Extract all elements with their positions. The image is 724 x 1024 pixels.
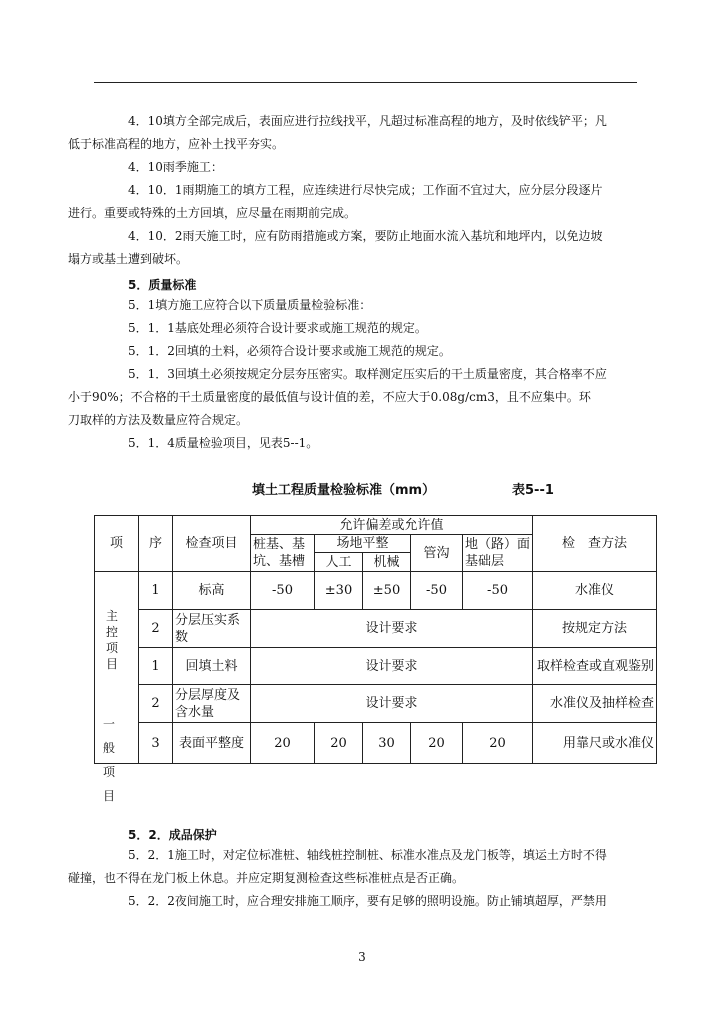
table-number: 表5--1: [512, 483, 554, 498]
main-control-label: 主控项目: [106, 609, 119, 671]
cell-method: 水准仪及抽样检查: [533, 685, 657, 723]
header-seq: 序: [139, 516, 173, 572]
table-row: [95, 572, 657, 610]
header-rule: [94, 82, 637, 83]
cell-pile: 20: [251, 723, 315, 764]
page-number: 3: [358, 950, 366, 964]
heading-quality-standard: 5．质量标准: [128, 278, 197, 292]
cell-seq: 2: [139, 685, 173, 723]
header-site-leveling: 场地平整: [315, 535, 411, 553]
paragraph-5-2-1: 5．2．1施工时，对定位标准桩、轴线桩控制桩、标准水准点及龙门板等，填运土方时不得 碰撞，也不得在龙门板上休息。并应定期复测检查这些标准桩点是否正确。: [68, 848, 607, 885]
header-method: 检 查方法: [533, 516, 657, 572]
cell-method: 水准仪: [533, 572, 657, 610]
cell-road: -50: [463, 572, 533, 610]
heading-product-protection: 5．2．成品保护: [128, 828, 217, 842]
cell-item: 分层压实系数: [173, 610, 251, 648]
cell-manual: 20: [315, 723, 363, 764]
header-machine: 机械: [363, 553, 411, 572]
cell-road: 20: [463, 723, 533, 764]
header-item: 项: [95, 516, 139, 572]
quality-inspection-table: [94, 515, 657, 764]
header-check-item: 检查项目: [173, 516, 251, 572]
cell-method: 按规定方法: [533, 610, 657, 648]
cell-method: 用靠尺或水准仪: [533, 723, 657, 764]
table-row: [95, 610, 657, 648]
cell-pipe: 20: [411, 723, 463, 764]
header-allowed-deviation: 允许偏差或允许值: [251, 516, 533, 535]
cell-item: 分层厚度及含水量: [173, 685, 251, 723]
cell-machine: ±50: [363, 572, 411, 610]
cell-design-requirement: 设计要求: [251, 610, 533, 648]
cell-seq: 2: [139, 610, 173, 648]
header-manual: 人工: [315, 553, 363, 572]
header-road-base: 地（路）面基础层: [463, 535, 533, 572]
paragraph-5-1-3: 5．1．3回填土必须按规定分层夯压密实。取样测定压实后的干土质量密度，其合格率不应 小于90%；不合格的干土质量密度的最低值与设计值的差，不应大于0.08g/cm3，且不应集中。环 刀取样的方法及数量应符合规定。: [68, 367, 607, 427]
paragraph-4-10: 4．10填方全部完成后，表面应进行拉线找平，凡超过标准高程的地方，及时依线铲平；凡 低于标准高程的地方，应补土找平夯实。: [68, 114, 607, 151]
header-pile-pit: 桩基、基坑、基槽: [251, 535, 315, 572]
cell-design-requirement: 设计要求: [251, 648, 533, 685]
cell-method: 取样检查或直观鉴别: [533, 648, 657, 685]
cell-seq: 3: [139, 723, 173, 764]
cell-item: 回填土料: [173, 648, 251, 685]
cell-item: 表面平整度: [173, 723, 251, 764]
paragraph-4-10-2: 4．10．2雨天施工时，应有防雨措施或方案，要防止地面水流入基坑和地坪内，以免边坡 塌方或基土遭到破坏。: [68, 229, 603, 266]
table-title: 填土工程质量检验标准（mm）: [252, 483, 436, 498]
cell-seq: 1: [139, 648, 173, 685]
cell-pipe: -50: [411, 572, 463, 610]
table-row: [95, 723, 657, 764]
table-row: [95, 648, 657, 685]
cell-item: 标高: [173, 572, 251, 610]
paragraph-5-1: 5．1填方施工应符合以下质量质量检验标准：: [128, 298, 372, 312]
header-pipe-trench: 管沟: [411, 535, 463, 572]
paragraph-5-1-4: 5．1．4质量检验项目，见表5--1。: [128, 436, 319, 450]
table-row: [95, 685, 657, 723]
paragraph-rain-season: 4．10雨季施工：: [128, 160, 223, 174]
paragraph-4-10-1: 4．10．1雨期施工的填方工程，应连续进行尽快完成；工作面不宜过大，应分层分段逐片 进行。重要或特殊的土方回填，应尽量在雨期前完成。: [68, 183, 603, 220]
paragraph-5-1-1: 5．1．1基底处理必须符合设计要求或施工规范的规定。: [128, 321, 427, 335]
paragraph-5-2-2: 5．2．2夜间施工时，应合理安排施工顺序，要有足够的照明设施。防止铺填超厚，严禁用: [128, 894, 607, 908]
cell-pile: -50: [251, 572, 315, 610]
cell-design-requirement: 设计要求: [251, 685, 533, 723]
cell-seq: 1: [139, 572, 173, 610]
cell-machine: 30: [363, 723, 411, 764]
cell-manual: ±30: [315, 572, 363, 610]
general-item-label: 一般项目: [103, 717, 116, 803]
paragraph-5-1-2: 5．1．2回填的土料，必须符合设计要求或施工规范的规定。: [128, 344, 451, 358]
